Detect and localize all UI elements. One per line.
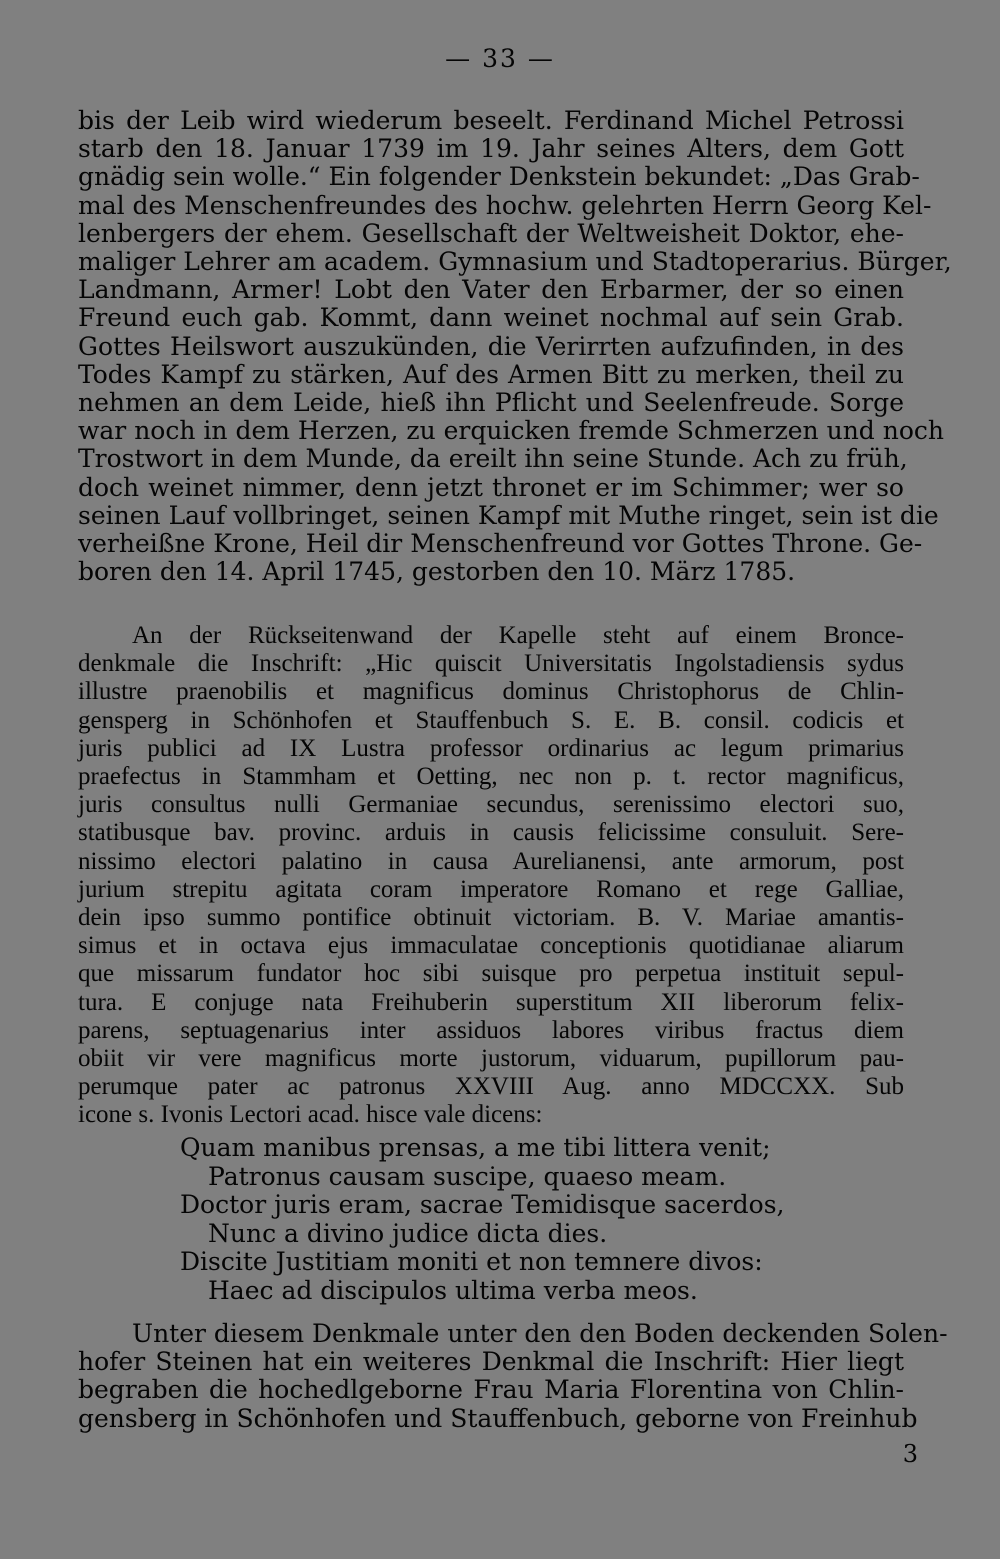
text-line: gnädig sein wolle.“ Ein folgender Denkstein bekundet: „Das Grab- [78, 162, 920, 192]
text-line: Todes Kampf zu stärken, Auf des Armen Bitt zu merken, theil zu [78, 359, 904, 389]
text-line: juris consultus nulli Germaniae secundus, serenissimo electori suo, [78, 791, 904, 819]
text-line: nehmen an dem Leide, hieß ihn Pflicht und Seelenfreude. Sorge [78, 388, 904, 418]
paragraph-epitaph-kellenberger [78, 106, 952, 587]
text-line: Unter diesem Denkmale unter den den Boden deckenden Solen- [132, 1319, 948, 1348]
verse-line: Discite Justitiam moniti et non temnere divos: [180, 1247, 763, 1276]
text-line: dein ipso summo pontifice obtinuit victoriam. B. V. Mariae amantis- [78, 904, 904, 932]
text-line: Trostwort in dem Munde, da ereilt ihn seine Stunde. Ach zu früh, [78, 444, 908, 474]
text-line: verheißne Krone, Heil dir Menschenfreund vor Gottes Throne. Ge- [78, 529, 923, 559]
text-line: perumque pater ac patronus XXVIII Aug. anno MDCCXX. Sub [78, 1073, 904, 1101]
text-line: simus et in octava ejus immaculatae conceptionis quotidianae aliarum [78, 932, 904, 960]
text-line: bis der Leib wird wiederum beseelt. Ferdinand Michel Petrossi [78, 106, 904, 135]
text-line: Landmann, Armer! Lobt den Vater den Erbarmer, der so einen [78, 275, 904, 305]
signature-mark: 3 [902, 1440, 918, 1468]
verse-line: Patronus causam suscipe, quaeso meam. [208, 1161, 727, 1191]
text-line: gensperg in Schönhofen et Stauffenbuch S. E. B. consil. codicis et [78, 706, 904, 734]
verse-line: Doctor juris eram, sacrae Temidisque sacerdos, [180, 1190, 785, 1219]
verse-line: Nunc a divino judice dicta dies. [208, 1218, 608, 1248]
text-line: maliger Lehrer am academ. Gymnasium und Stadtoperarius. Bürger, [78, 247, 952, 277]
text-line: lenbergers der ehem. Gesellschaft der Weltweisheit Doktor, ehe- [78, 218, 904, 248]
text-line: que missarum fundator hoc sibi suisque pro perpetua instituit sepul- [78, 960, 904, 988]
text-line: juris publici ad IX Lustra professor ordinarius ac legum primarius [78, 734, 904, 762]
text-line: An der Rückseitenwand der Kapelle steht auf einem Bronce- [132, 622, 904, 649]
paragraph-floor-monument [78, 1319, 948, 1433]
text-line: gensberg in Schönhofen und Stauffenbuch, geborne von Freinhub [78, 1403, 918, 1433]
verse-line: Haec ad discipulos ultima verba meos. [208, 1275, 698, 1305]
text-line: hofer Steinen hat ein weiteres Denkmal die Inschrift: Hier liegt [78, 1347, 904, 1377]
page-number: — 33 — [445, 44, 555, 73]
text-line: begraben die hochedlgeborne Frau Maria Florentina von Chlin- [78, 1375, 904, 1405]
text-line: obiit vir vere magnificus morte justorum, viduarum, pupillorum pau- [78, 1045, 904, 1073]
text-line: denkmale die Inschrift: „Hic quiscit Universitatis Ingolstadiensis sydus [78, 650, 904, 678]
text-line: war noch in dem Herzen, zu erquicken fremde Schmerzen und noch [78, 416, 945, 446]
text-line: Gottes Heilswort auszukünden, die Verirrten aufzufinden, in des [78, 331, 904, 361]
text-line: illustre praenobilis et magnificus dominus Christophorus de Chlin- [78, 678, 904, 706]
text-line: parens, septuagenarius inter assiduos labores viribus fractus diem [78, 1016, 904, 1044]
text-line: seinen Lauf vollbringet, seinen Kampf mit Muthe ringet, sein ist die [78, 500, 939, 530]
text-line: jurium strepitu agitata coram imperatore Romano et rege Galliae, [78, 875, 904, 903]
text-line: praefectus in Stammham et Oetting, nec non p. t. rector magnificus, [78, 763, 904, 791]
text-line: Freund euch gab. Kommt, dann weinet nochmal auf sein Grab. [78, 303, 904, 333]
text-line: icone s. Ivonis Lectori acad. hisce vale dicens: [78, 1101, 543, 1129]
text-line: boren den 14. April 1745, gestorben den 10. März 1785. [78, 557, 796, 587]
text-line: statibusque bav. provinc. arduis in causis felicissime consuluit. Sere- [78, 819, 904, 847]
text-line: mal des Menschenfreundes des hochw. gelehrten Herrn Georg Kel- [78, 190, 932, 220]
text-line: tura. E conjuge nata Freihuberin superstitum XII liberorum felix- [78, 988, 904, 1016]
paragraph-inscription-chlingensperg [78, 622, 904, 1130]
verse-line: Quam manibus prensas, a me tibi littera venit; [180, 1133, 771, 1162]
verse-inscription [180, 1134, 880, 1305]
text-line: starb den 18. Januar 1739 im 19. Jahr seines Alters, dem Gott [78, 134, 904, 164]
text-line: doch weinet nimmer, denn jetzt thronet er im Schimmer; wer so [78, 472, 904, 502]
text-line: nissimo electori palatino in causa Aurelianensi, ante armorum, post [78, 847, 904, 875]
